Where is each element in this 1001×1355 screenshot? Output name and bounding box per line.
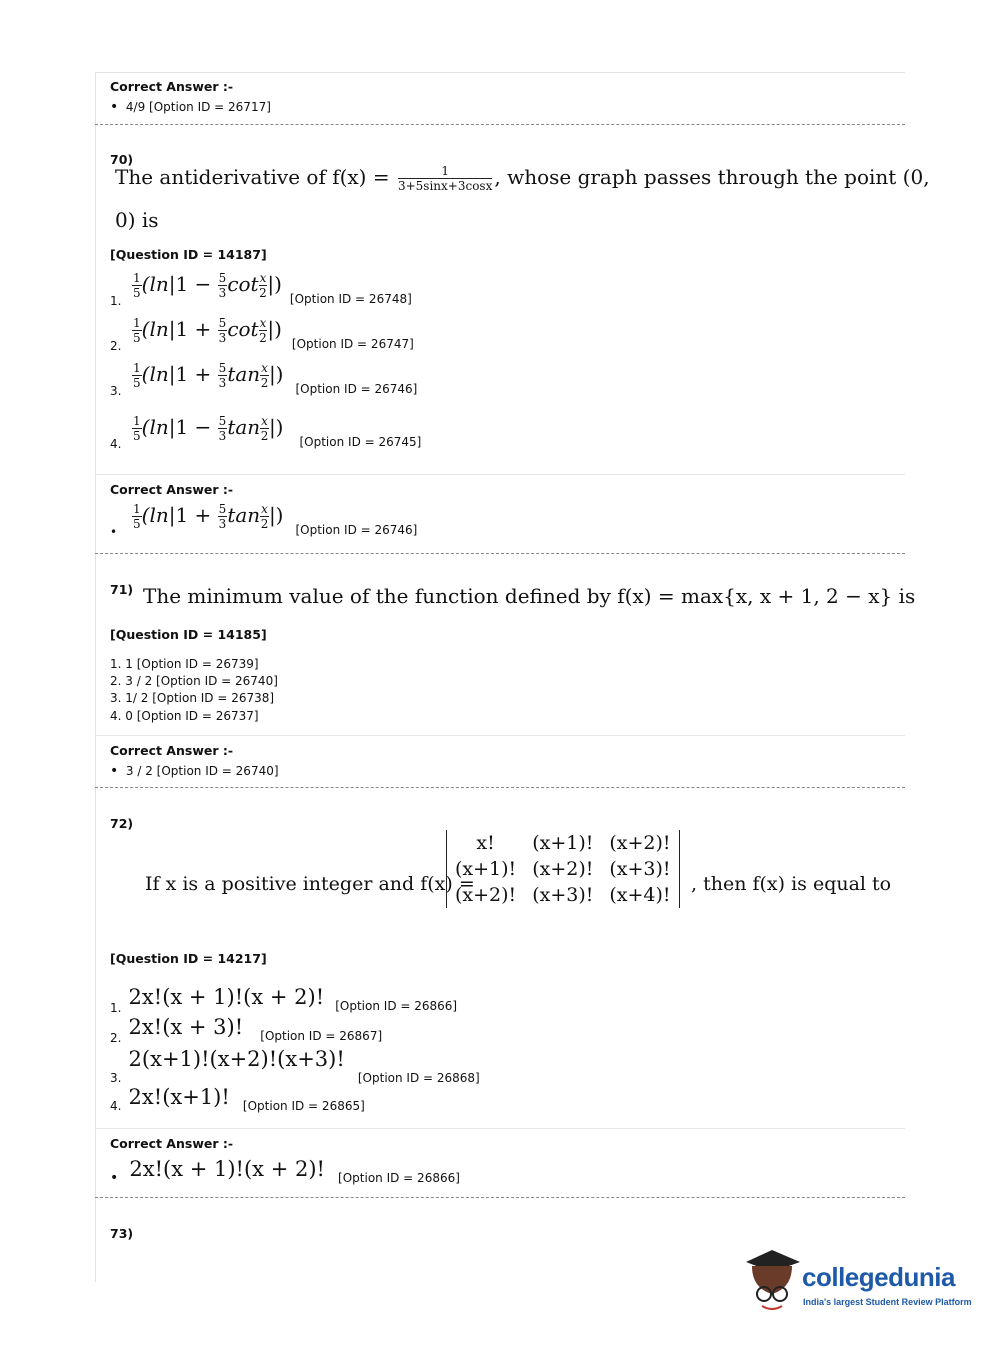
option-number: • [110, 525, 118, 539]
sheet-top-border [95, 72, 905, 73]
section-divider [95, 474, 905, 475]
option-number: 3. [110, 1071, 122, 1085]
option-row [110, 362, 417, 398]
question-text [115, 165, 930, 192]
correct-answer-label: Correct Answer :- [110, 1136, 234, 1151]
option-item [110, 272, 412, 308]
option-expression: $\frac{1}{5}$ (ln|1 + $\frac{5}{3}$ tan $\frac{x}{2}$ |) [133, 502, 284, 531]
option-number: 1. [110, 1001, 122, 1015]
option-item [110, 1047, 480, 1085]
option-item [110, 985, 457, 1015]
option-item: 2. 3 / 2 [Option ID = 26740] [110, 674, 278, 689]
option-id: [Option ID = 26867] [260, 1029, 383, 1043]
answer-expression [110, 503, 510, 539]
matrix-cell: (x+2)! [532, 858, 594, 880]
matrix-cell: (x+1)! [532, 832, 594, 854]
option-number: 4. [110, 437, 122, 451]
option-expression: 2(x+1)!(x+2)!(x+3)! [128, 1047, 345, 1071]
fraction-denominator: 3+5sinx+3cosx [397, 179, 493, 193]
option-id: [Option ID = 26868] [357, 1071, 480, 1085]
option-id: [Option ID = 26748] [289, 292, 412, 306]
logo-name: collegedunia [802, 1262, 955, 1292]
option-id: [Option ID = 26745] [299, 435, 422, 449]
option-row [110, 415, 421, 451]
section-divider [95, 735, 905, 736]
question-number: 72) [110, 816, 134, 831]
mascot-icon [742, 1248, 802, 1314]
question-text-line2: 0) is [115, 208, 159, 232]
option-id: [Option ID = 26746] [295, 382, 418, 396]
correct-answer-label: Correct Answer :- [110, 79, 234, 94]
question-divider [95, 787, 905, 788]
option-expression: $\frac{1}{5}$ (ln|1 + $\frac{5}{3}$ tan $\frac{x}{2}$ |) [133, 361, 284, 390]
question-number: 70) [110, 152, 134, 167]
option-item [110, 317, 414, 353]
question-number: 73) [110, 1226, 134, 1241]
option-item [110, 362, 417, 398]
answer-expression: 2x!(x + 1)!(x + 2)! [129, 1157, 325, 1181]
question-fraction [398, 165, 492, 192]
correct-answer: • 3 / 2 [Option ID = 26740] [110, 763, 279, 779]
correct-answer-label: Correct Answer :- [110, 482, 234, 497]
question-id: [Question ID = 14217] [110, 951, 267, 966]
collegedunia-logo [742, 1248, 982, 1316]
question-text-part2: , then f(x) is equal to [691, 873, 892, 895]
option-expression: $\frac{1}{5}$ (ln|1 − $\frac{5}{3}$ tan $\frac{x}{2}$ |) [133, 414, 284, 443]
fraction-numerator: 1 [398, 165, 492, 179]
option-number: 2. [110, 339, 122, 353]
question-text: The minimum value of the function defined by f(x) = max{x, x + 1, 2 − x} is [143, 584, 916, 608]
question-divider [95, 124, 905, 125]
matrix-cell: (x+3)! [609, 858, 671, 880]
option-number: 4. [110, 1099, 122, 1113]
question-divider [95, 553, 905, 554]
option-id: [Option ID = 26746] [295, 523, 418, 537]
option-item [110, 1085, 365, 1113]
option-expression: 2x!(x+1)! [128, 1085, 230, 1109]
correct-answer: • 2x!(x + 1)!(x + 2)! $_{[Option ID = 26866]}$ [110, 1157, 460, 1186]
option-expression: $\frac{1}{5}$ (ln|1 + $\frac{5}{3}$ cot $\frac{x}{2}$ |) [133, 316, 282, 345]
option-list [110, 656, 278, 725]
answer-text: 3 / 2 [Option ID = 26740] [125, 764, 279, 778]
option-number: 1. [110, 294, 122, 308]
option-id: [Option ID = 26747] [291, 337, 414, 351]
answer-text: 4/9 [Option ID = 26717] [125, 100, 271, 114]
option-row [110, 503, 510, 539]
matrix-cell: (x+2)! [609, 832, 671, 854]
logo-tagline: India's largest Student Review Platform [803, 1297, 972, 1307]
option-number: 3. [110, 384, 122, 398]
option-item: 4. 0 [Option ID = 26737] [110, 708, 259, 723]
matrix-cell: (x+4)! [609, 884, 671, 906]
option-expression: 2x!(x + 3)! [128, 1015, 244, 1039]
correct-answer: • 4/9 [Option ID = 26717] [110, 99, 271, 115]
option-id: [Option ID = 26866] [338, 1171, 460, 1185]
option-id: [Option ID = 26866] [335, 999, 458, 1013]
option-row [110, 317, 414, 353]
matrix-cell: (x+2)! [455, 884, 517, 906]
option-item [110, 415, 421, 451]
option-expression: 2x!(x + 1)!(x + 2)! [128, 985, 325, 1009]
option-item: 1. 1 [Option ID = 26739] [110, 657, 259, 671]
matrix-cell: (x+3)! [532, 884, 594, 906]
matrix-cell: (x+1)! [455, 858, 517, 880]
option-expression: $\frac{1}{5}$ (ln|1 − $\frac{5}{3}$ cot $\frac{x}{2}$ |) [133, 271, 282, 300]
option-id: [Option ID = 26865] [242, 1099, 365, 1113]
question-text-part1: The antiderivative of f(x) = [115, 165, 390, 189]
section-divider [95, 1128, 905, 1129]
option-item [110, 1015, 382, 1045]
determinant-matrix [446, 830, 680, 908]
matrix-cell: x! [476, 832, 495, 854]
question-text-part1: If x is a positive integer and f(x) = [145, 873, 475, 895]
option-row [110, 272, 412, 308]
option-item: 3. 1/ 2 [Option ID = 26738] [110, 691, 275, 706]
option-number: 2. [110, 1031, 122, 1045]
question-id: [Question ID = 14185] [110, 627, 267, 642]
question-number: 71) [110, 582, 134, 597]
correct-answer-label: Correct Answer :- [110, 743, 234, 758]
question-id: [Question ID = 14187] [110, 247, 267, 262]
question-text-part2: , whose graph passes through the point (0, [494, 165, 930, 189]
question-divider [95, 1197, 905, 1198]
